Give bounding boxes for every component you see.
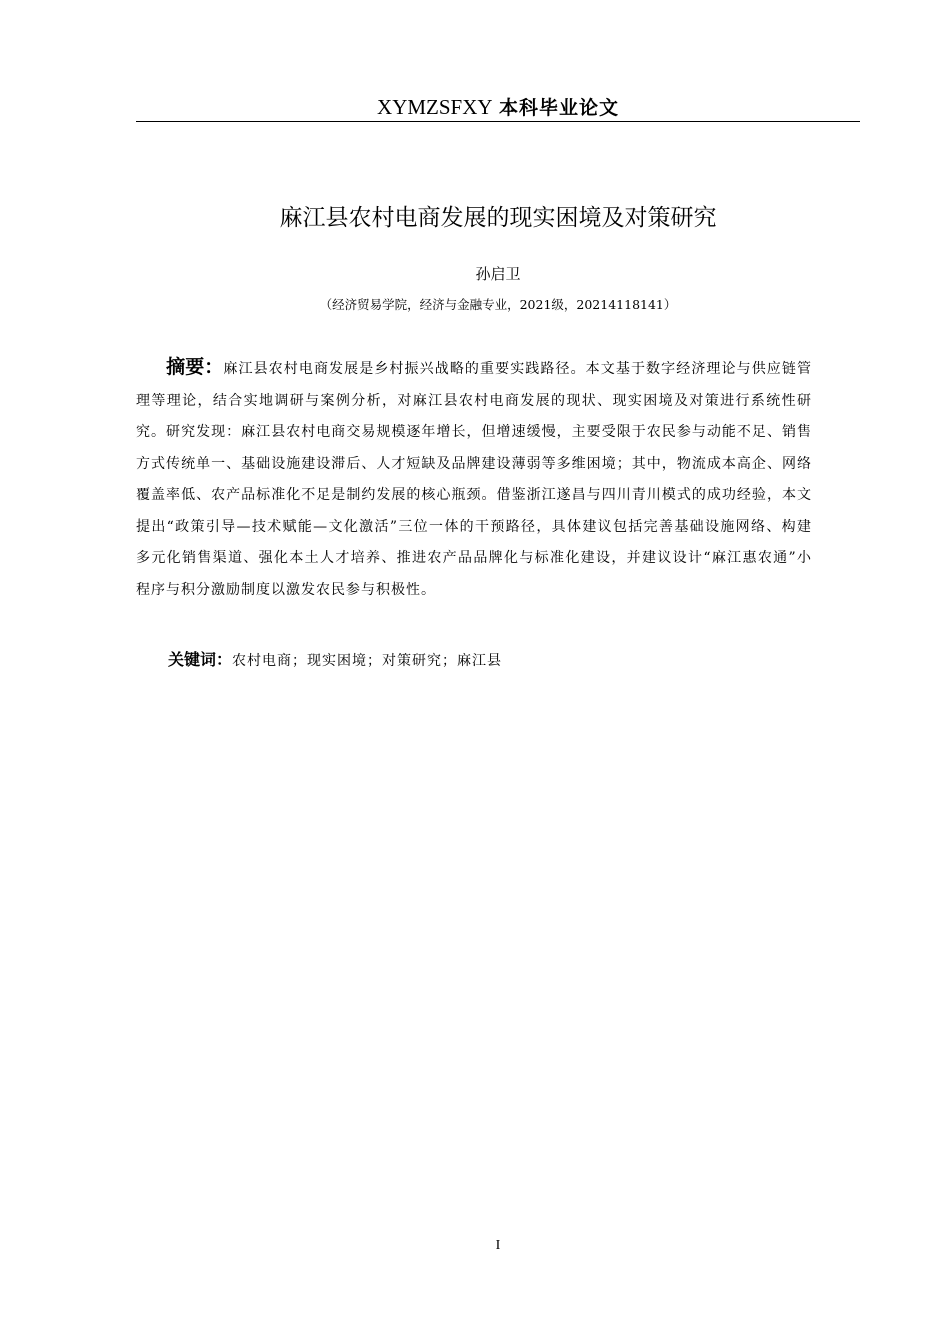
- header-rule: [136, 121, 860, 122]
- paper-title: 麻江县农村电商发展的现实困境及对策研究: [279, 205, 717, 231]
- header-code: XYMZSFXY: [377, 95, 493, 119]
- keywords-label: 关键词：: [168, 650, 233, 669]
- abstract-label: 摘要：: [166, 356, 224, 378]
- keywords-line: [168, 644, 818, 677]
- abstract-text: 麻江县农村电商发展是乡村振兴战略的重要实践路径。本文基于数字经济理论与供应链管理等理论，结合实地调研与案例分析，对麻江县农村电商发展的现状、现实困境及对策进行系统性研究。研究发现：麻江县农村电商交易规模逐年增长，但增速缓慢，主要受限于农民参与动能不足、销售方式传统单一、基础设施建设滞后、人才短缺及品牌建设薄弱等多维困境；其中，物流成本高企、网络覆盖率低、农产品标准化不足是制约发展的核心瓶颈。借鉴浙江遂昌与四川青川模式的成功经验，本文提出“政策引导—技术赋能—文化激活”三位一体的干预路径，具体建议包括完善基础设施网络、构建多元化销售渠道、强化本土人才培养、推进农产品品牌化与标准化建设，并建议设计“麻江惠农通”小程序与积分激励制度以激发农民参与积极性。: [136, 361, 812, 598]
- author-name: 孙启卫: [475, 265, 521, 283]
- author-affiliation: （经济贸易学院，经济与金融专业，2021级，20214118141）: [319, 297, 677, 312]
- abstract-paragraph: [136, 352, 812, 606]
- keywords-text: 农村电商；现实困境；对策研究；麻江县: [232, 653, 503, 669]
- running-header: [136, 92, 860, 122]
- header-label: 本科毕业论文: [498, 97, 619, 119]
- page-number: I: [495, 1238, 501, 1253]
